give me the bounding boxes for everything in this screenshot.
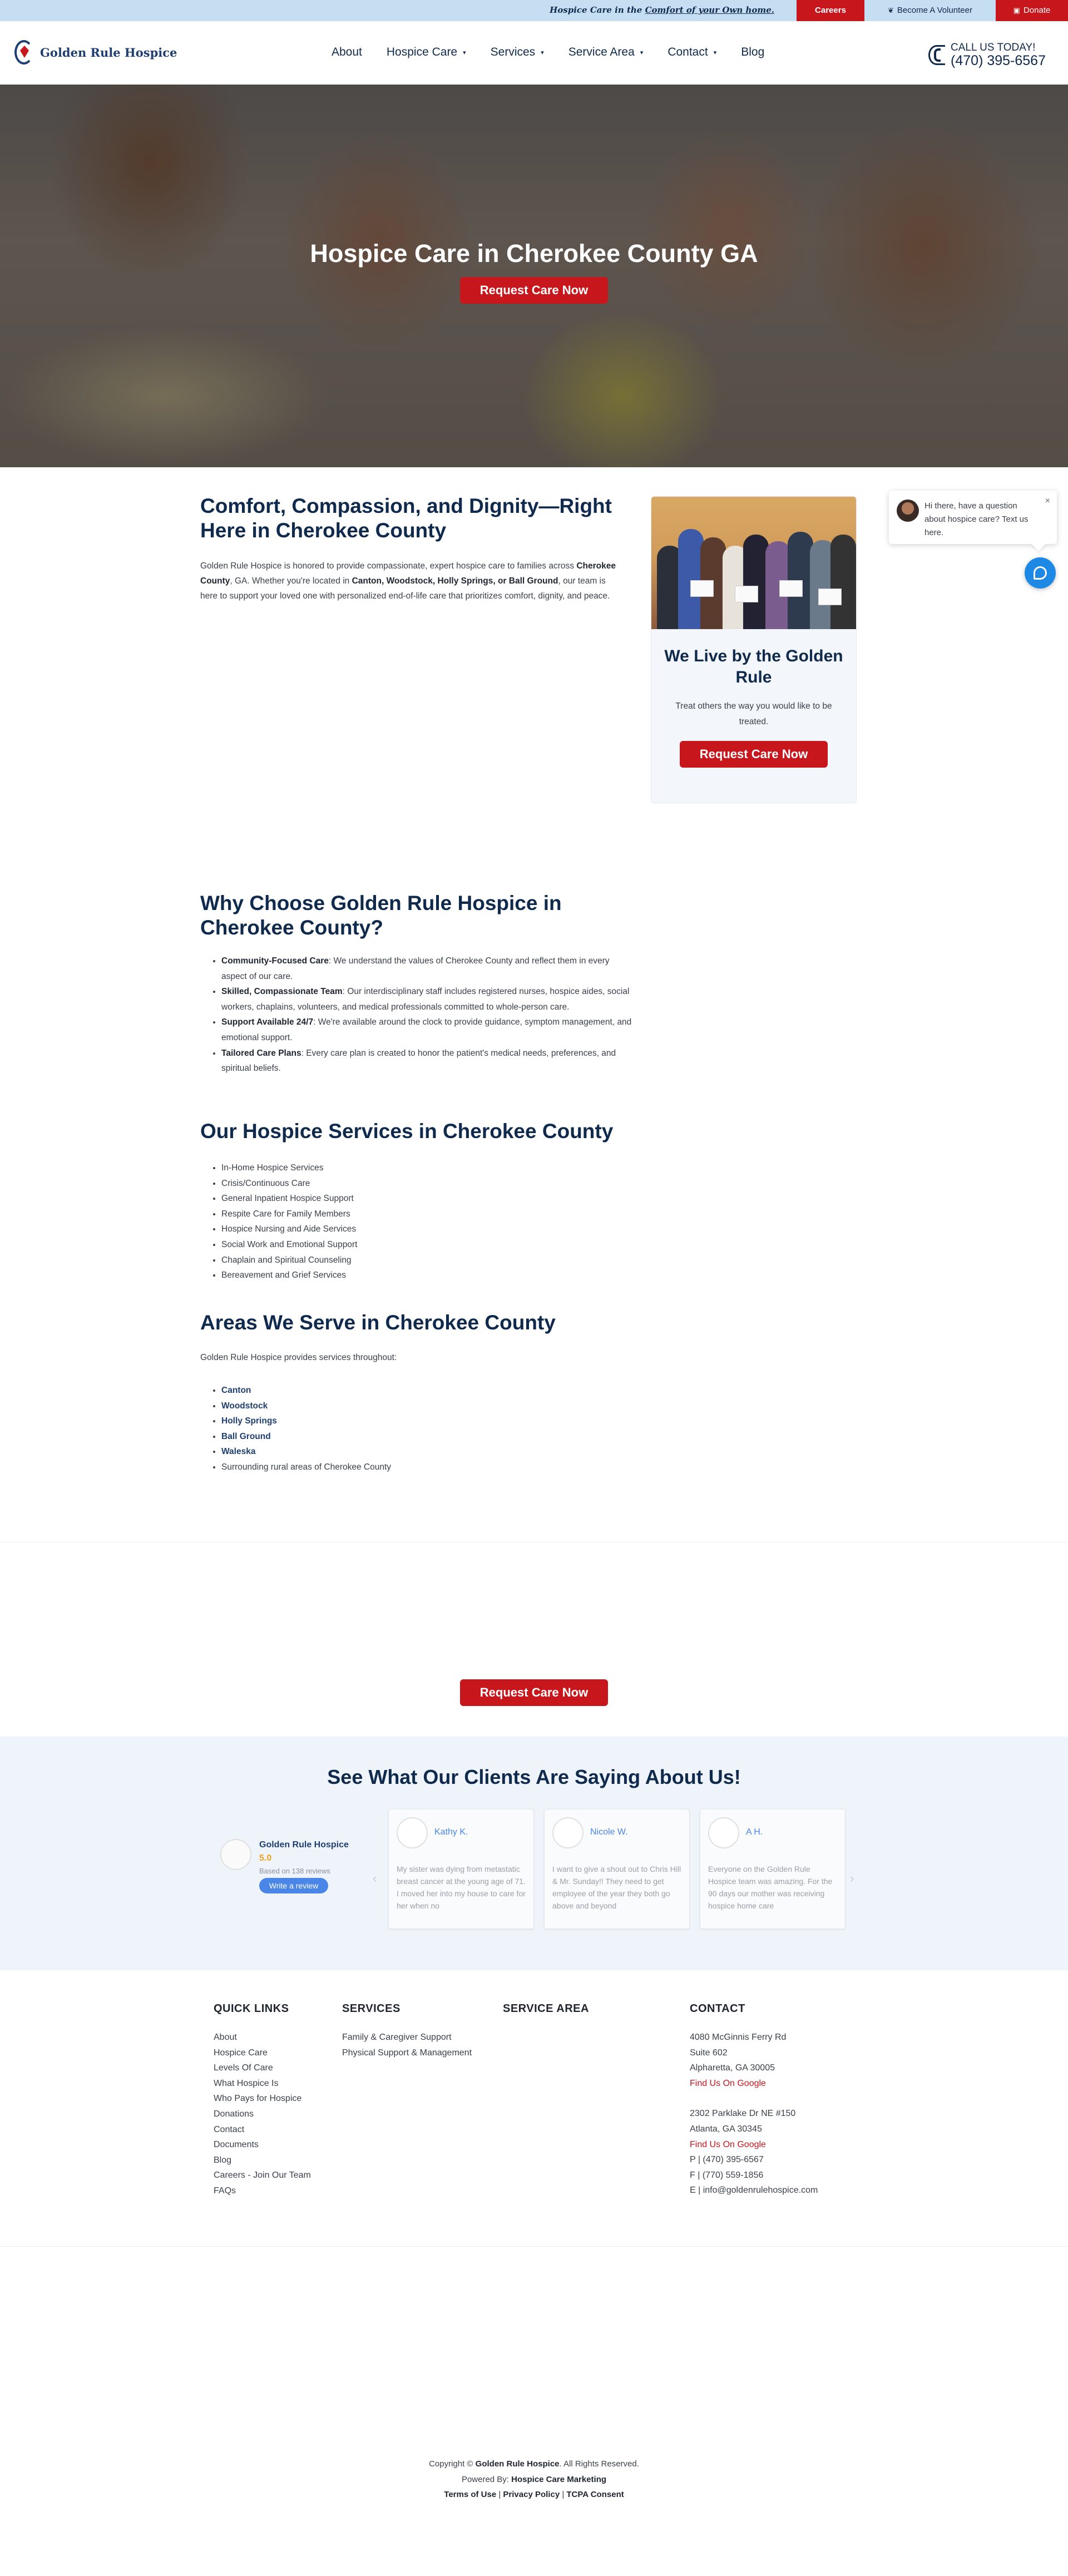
footer-heading: SERVICES <box>342 2003 400 2015</box>
tagline <box>550 5 774 15</box>
chat-launcher-button[interactable] <box>1025 557 1056 589</box>
review-card <box>388 1809 534 1929</box>
footer-link[interactable]: What Hospice Is <box>214 2078 279 2088</box>
hero-request-care-button[interactable]: Request Care Now <box>460 277 608 304</box>
donate-label: Donate <box>1023 6 1051 15</box>
chevron-down-icon: ▾ <box>640 49 644 56</box>
chevron-down-icon: ▾ <box>713 49 717 56</box>
review-text: Everyone on the Golden Rule Hospice team was amazing. For the 90 days our mother was receiving hospice home care <box>708 1865 833 1910</box>
chevron-left-icon[interactable]: ‹ <box>373 1871 377 1885</box>
footer-heading: CONTACT <box>690 2003 745 2015</box>
phone-icon <box>927 44 946 66</box>
copyright-block <box>0 2456 1068 2503</box>
address-line: Alpharetta, GA 30005 <box>690 2063 775 2073</box>
footer-link[interactable]: Physical Support & Management <box>342 2048 472 2058</box>
chat-popup[interactable] <box>889 491 1057 544</box>
golden-rule-card <box>651 496 857 803</box>
reviewer-name[interactable]: A H. <box>746 1827 763 1837</box>
nav-services[interactable]: Services ▾ <box>490 46 544 58</box>
area-link-waleska[interactable]: • Waleska <box>221 1444 633 1460</box>
review-text: My sister was dying from metastatic breast cancer at the young age of 71. I moved her into my house to care for her when no <box>397 1865 526 1910</box>
donate-button[interactable] <box>996 0 1068 21</box>
review-summary <box>220 1837 359 1903</box>
footer-link[interactable]: Careers - Join Our Team <box>214 2170 311 2181</box>
nav-blog[interactable]: Blog <box>741 46 765 58</box>
areas-intro: Golden Rule Hospice provides services throughout: <box>200 1353 397 1362</box>
write-review-button[interactable]: Write a review <box>259 1878 328 1893</box>
why-choose-heading: Why Choose Golden Rule Hospice in Cherokee County? <box>200 892 562 940</box>
side-card-title: We Live by the Golden Rule <box>664 647 843 686</box>
list-item: • Hospice Nursing and Aide Services <box>221 1222 633 1237</box>
volunteer-icon: ❦ <box>887 6 894 14</box>
chevron-down-icon: ▾ <box>463 49 466 56</box>
footer-link[interactable]: Who Pays for Hospice <box>214 2094 302 2104</box>
privacy-link[interactable]: Privacy Policy <box>503 2490 560 2500</box>
footer-quick-links <box>214 2003 311 2199</box>
nav-service-area[interactable]: Service Area ▾ <box>568 46 644 58</box>
footer-link[interactable]: FAQs <box>214 2186 236 2196</box>
footer-link[interactable]: About <box>214 2033 237 2042</box>
find-on-google-link[interactable]: Find Us On Google <box>690 2139 766 2149</box>
intro-paragraph: Golden Rule Hospice is honored to provide compassionate, expert hospice care to families across Cherokee County, GA. Whether you're located in Canton, Woodstock, Holly Springs, or Ball Ground, our team is here to support your loved one with personalized end-of-life care that prioritizes comfort, dignity, and peace. <box>200 561 616 601</box>
list-item: • Social Work and Emotional Support <box>221 1237 633 1253</box>
top-bar <box>0 0 1068 21</box>
chat-icon <box>1034 566 1047 580</box>
list-item: • Community-Focused Care: We understand the values of Cherokee County and reflect them in every aspect of our care. <box>221 953 633 984</box>
address-line: 4080 McGinnis Ferry Rd <box>690 2033 787 2042</box>
area-link-holly-springs[interactable]: • Holly Springs <box>221 1413 633 1429</box>
area-link-canton[interactable]: • Canton <box>221 1383 633 1398</box>
list-item: • Respite Care for Family Members <box>221 1207 633 1222</box>
hero-banner <box>0 85 1068 467</box>
intro-heading: Comfort, Compassion, and Dignity—Right Here in Cherokee County <box>200 495 612 542</box>
footer-contact <box>690 2003 818 2198</box>
list-item: • In-Home Hospice Services <box>221 1160 633 1176</box>
areas-heading: Areas We Serve in Cherokee County <box>200 1311 556 1334</box>
footer-heading: SERVICE AREA <box>503 2003 589 2015</box>
tcpa-link[interactable]: TCPA Consent <box>566 2490 624 2500</box>
footer-heading: QUICK LINKS <box>214 2003 289 2015</box>
footer-link[interactable]: Documents <box>214 2140 259 2150</box>
list-item: • General Inpatient Hospice Support <box>221 1191 633 1207</box>
gift-icon: ▣ <box>1013 6 1020 14</box>
careers-button[interactable]: Careers <box>797 0 864 21</box>
fax-number: F | (770) 559-1856 <box>690 2170 764 2180</box>
volunteer-button[interactable] <box>864 0 996 21</box>
reviews-section <box>0 1737 1068 1970</box>
find-on-google-link[interactable]: Find Us On Google <box>690 2078 766 2088</box>
nav-hospice-care[interactable]: Hospice Care ▾ <box>386 46 466 58</box>
why-choose-list <box>221 953 633 1076</box>
main-nav <box>332 46 789 59</box>
volunteer-label: Become A Volunteer <box>897 6 972 15</box>
mid-request-care-button[interactable]: Request Care Now <box>460 1679 608 1706</box>
services-list <box>221 1160 633 1283</box>
review-card <box>544 1809 690 1929</box>
tagline-underlined: Comfort of your Own home. <box>645 5 774 15</box>
powered-by-line: Powered By: Hospice Care Marketing <box>461 2474 607 2484</box>
chevron-right-icon[interactable]: › <box>850 1871 854 1885</box>
reviewer-avatar <box>552 1817 584 1848</box>
address-line: Atlanta, GA 30345 <box>690 2124 762 2134</box>
hero-title: Hospice Care in Cherokee County GA <box>310 239 758 268</box>
reviews-heading: See What Our Clients Are Saying About Us! <box>327 1766 741 1788</box>
address-line: 2302 Parklake Dr NE #150 <box>690 2109 796 2119</box>
call-number: (470) 395-6567 <box>951 53 1046 68</box>
list-item: • Surrounding rural areas of Cherokee County <box>221 1460 633 1475</box>
rating-value: 5.0 <box>259 1853 272 1863</box>
list-item: • Tailored Care Plans: Every care plan is created to honor the patient's medical needs, preferences, and spiritual beliefs. <box>221 1046 633 1076</box>
legal-links: Terms of Use | Privacy Policy | TCPA Consent <box>444 2490 624 2500</box>
footer-link[interactable]: Contact <box>214 2124 245 2134</box>
logo[interactable] <box>11 38 177 67</box>
footer-link[interactable]: Blog <box>214 2155 232 2165</box>
reviewer-name[interactable]: Kathy K. <box>434 1827 468 1837</box>
side-card-text: Treat others the way you would like to be treated. <box>675 701 832 726</box>
chat-message: Hi there, have a question about hospice care? Text us here. <box>924 501 1029 537</box>
logo-text: Golden Rule Hospice <box>40 45 177 60</box>
footer-divider <box>0 2246 1068 2247</box>
phone-link[interactable]: P | (470) 395-6567 <box>690 2155 764 2165</box>
site-header <box>0 21 1068 85</box>
reviewer-avatar <box>708 1817 739 1848</box>
footer-link[interactable]: Family & Caregiver Support <box>342 2033 452 2042</box>
area-link-ball-ground[interactable]: • Ball Ground <box>221 1429 633 1445</box>
call-us-link[interactable] <box>927 42 1046 68</box>
powered-by-link[interactable]: Hospice Care Marketing <box>511 2474 607 2484</box>
address-line: Suite 602 <box>690 2048 728 2058</box>
services-heading: Our Hospice Services in Cherokee County <box>200 1120 614 1143</box>
review-text: I want to give a shout out to Chris Hill & Mr. Sunday!! They need to get employee of the year they both go above and beyond <box>552 1865 681 1910</box>
area-link-woodstock[interactable]: • Woodstock <box>221 1398 633 1414</box>
call-label: CALL US TODAY! <box>951 42 1036 53</box>
areas-list <box>221 1383 633 1475</box>
review-card <box>700 1809 846 1929</box>
side-request-care-button[interactable]: Request Care Now <box>680 741 828 768</box>
footer-link[interactable]: Donations <box>214 2109 254 2119</box>
copyright-line: Copyright © Golden Rule Hospice. All Rights Reserved. <box>429 2459 639 2469</box>
list-item: • Chaplain and Spiritual Counseling <box>221 1253 633 1268</box>
nav-contact[interactable]: Contact ▾ <box>668 46 717 58</box>
terms-link[interactable]: Terms of Use <box>444 2490 497 2500</box>
team-photo <box>651 497 857 629</box>
chevron-down-icon: ▾ <box>541 49 544 56</box>
nav-about[interactable]: About <box>332 46 362 58</box>
list-item: • Bereavement and Grief Services <box>221 1268 633 1283</box>
reviewer-name[interactable]: Nicole W. <box>590 1827 628 1837</box>
business-name[interactable]: Golden Rule Hospice <box>259 1840 349 1850</box>
footer-link[interactable]: Levels Of Care <box>214 2063 273 2073</box>
footer-link[interactable]: Hospice Care <box>214 2048 268 2058</box>
footer-service-area <box>503 2003 589 2030</box>
close-icon[interactable]: × <box>1045 496 1050 506</box>
list-item: • Support Available 24/7: We're available around the clock to provide guidance, symptom management, and emotional support. <box>221 1015 633 1045</box>
review-count: Based on 138 reviews <box>259 1867 330 1875</box>
list-item: • Skilled, Compassionate Team: Our interdisciplinary staff includes registered nurses, hospice aides, social workers, chaplains, volunteers, and medical professionals committed to whole-person care. <box>221 984 633 1015</box>
email-link[interactable]: E | info@goldenrulehospice.com <box>690 2186 818 2196</box>
tagline-text: Hospice Care in the <box>550 5 645 15</box>
agent-avatar <box>897 500 919 522</box>
footer-services <box>342 2003 472 2060</box>
reviewer-avatar <box>397 1817 428 1848</box>
list-item: • Crisis/Continuous Care <box>221 1176 633 1191</box>
business-avatar <box>220 1839 251 1870</box>
logo-icon <box>11 38 36 67</box>
